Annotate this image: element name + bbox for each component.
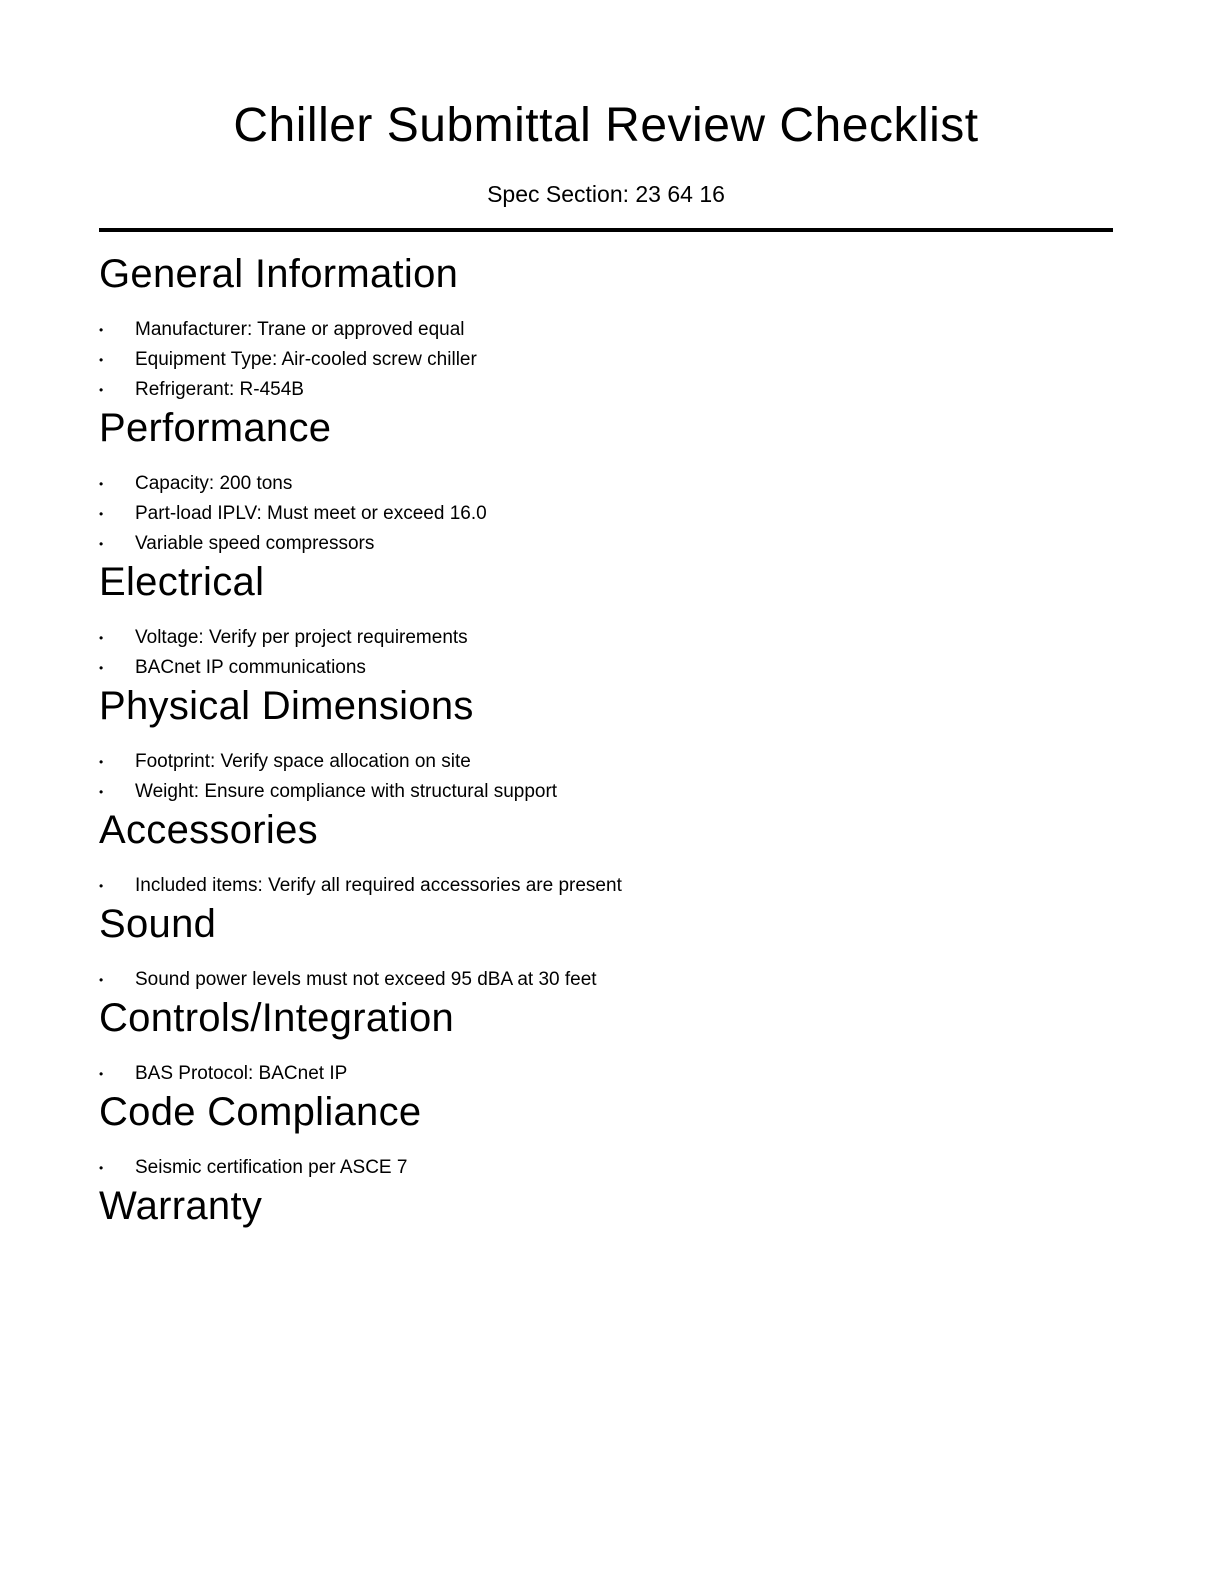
item-text: Sound power levels must not exceed 95 dBA at 30 feet xyxy=(135,969,597,990)
bullet-icon: • xyxy=(99,477,104,491)
checklist-items xyxy=(99,315,1113,405)
bullet-icon: • xyxy=(99,661,104,675)
section-warranty xyxy=(99,1183,1113,1229)
checklist-items xyxy=(99,1059,1113,1089)
section-heading: Electrical xyxy=(99,560,265,604)
item-text: Equipment Type: Air-cooled screw chiller xyxy=(135,349,477,370)
item-text: Footprint: Verify space allocation on site xyxy=(135,751,471,772)
checklist-item xyxy=(99,871,1113,901)
section-electrical xyxy=(99,559,1113,683)
spec-section-label: Spec Section: 23 64 16 xyxy=(487,181,725,207)
checklist-item xyxy=(99,375,1113,405)
bullet-icon: • xyxy=(99,973,104,987)
checklist-item xyxy=(99,1153,1113,1183)
bullet-icon: • xyxy=(99,785,104,799)
section-heading: Code Compliance xyxy=(99,1090,422,1134)
section-heading: Accessories xyxy=(99,808,318,852)
checklist-items xyxy=(99,871,1113,901)
section-physical-dimensions xyxy=(99,683,1113,807)
checklist-item xyxy=(99,315,1113,345)
checklist-items xyxy=(99,747,1113,807)
checklist-item xyxy=(99,1059,1113,1089)
item-text: Part-load IPLV: Must meet or exceed 16.0 xyxy=(135,503,487,524)
section-heading: Performance xyxy=(99,406,332,450)
checklist-item xyxy=(99,529,1113,559)
bullet-icon: • xyxy=(99,323,104,337)
section-performance xyxy=(99,405,1113,559)
item-text: Included items: Verify all required accessories are present xyxy=(135,875,622,896)
bullet-icon: • xyxy=(99,1161,104,1175)
section-heading: Controls/Integration xyxy=(99,996,455,1040)
item-text: Refrigerant: R-454B xyxy=(135,379,304,400)
item-text: Variable speed compressors xyxy=(135,533,375,554)
bullet-icon: • xyxy=(99,631,104,645)
item-text: BACnet IP communications xyxy=(135,657,366,678)
item-text: BAS Protocol: BACnet IP xyxy=(135,1063,348,1084)
bullet-icon: • xyxy=(99,755,104,769)
checklist-items xyxy=(99,1153,1113,1183)
checklist-item xyxy=(99,345,1113,375)
checklist-item xyxy=(99,965,1113,995)
bullet-icon: • xyxy=(99,353,104,367)
document-title: Chiller Submittal Review Checklist xyxy=(233,99,979,152)
bullet-icon: • xyxy=(99,537,104,551)
item-text: Capacity: 200 tons xyxy=(135,473,293,494)
item-text: Manufacturer: Trane or approved equal xyxy=(135,319,465,340)
checklist-item xyxy=(99,469,1113,499)
section-heading: General Information xyxy=(99,252,459,296)
checklist-items xyxy=(99,965,1113,995)
section-general-information xyxy=(99,251,1113,405)
checklist-items xyxy=(99,623,1113,683)
title-divider xyxy=(99,228,1113,232)
item-text: Voltage: Verify per project requirements xyxy=(135,627,468,648)
section-heading: Physical Dimensions xyxy=(99,684,474,728)
item-text: Weight: Ensure compliance with structural support xyxy=(135,781,558,802)
checklist-item xyxy=(99,777,1113,807)
bullet-icon: • xyxy=(99,383,104,397)
checklist-item xyxy=(99,653,1113,683)
section-heading: Sound xyxy=(99,902,217,946)
item-text: Seismic certification per ASCE 7 xyxy=(135,1157,408,1178)
bullet-icon: • xyxy=(99,879,104,893)
section-code-compliance xyxy=(99,1089,1113,1183)
checklist-item xyxy=(99,747,1113,777)
section-heading: Warranty xyxy=(99,1184,263,1228)
section-accessories xyxy=(99,807,1113,901)
bullet-icon: • xyxy=(99,1067,104,1081)
checklist-item xyxy=(99,499,1113,529)
checklist-item xyxy=(99,623,1113,653)
checklist-items xyxy=(99,469,1113,559)
section-sound xyxy=(99,901,1113,995)
checklist-document xyxy=(99,0,1113,1229)
bullet-icon: • xyxy=(99,507,104,521)
section-controls-integration xyxy=(99,995,1113,1089)
